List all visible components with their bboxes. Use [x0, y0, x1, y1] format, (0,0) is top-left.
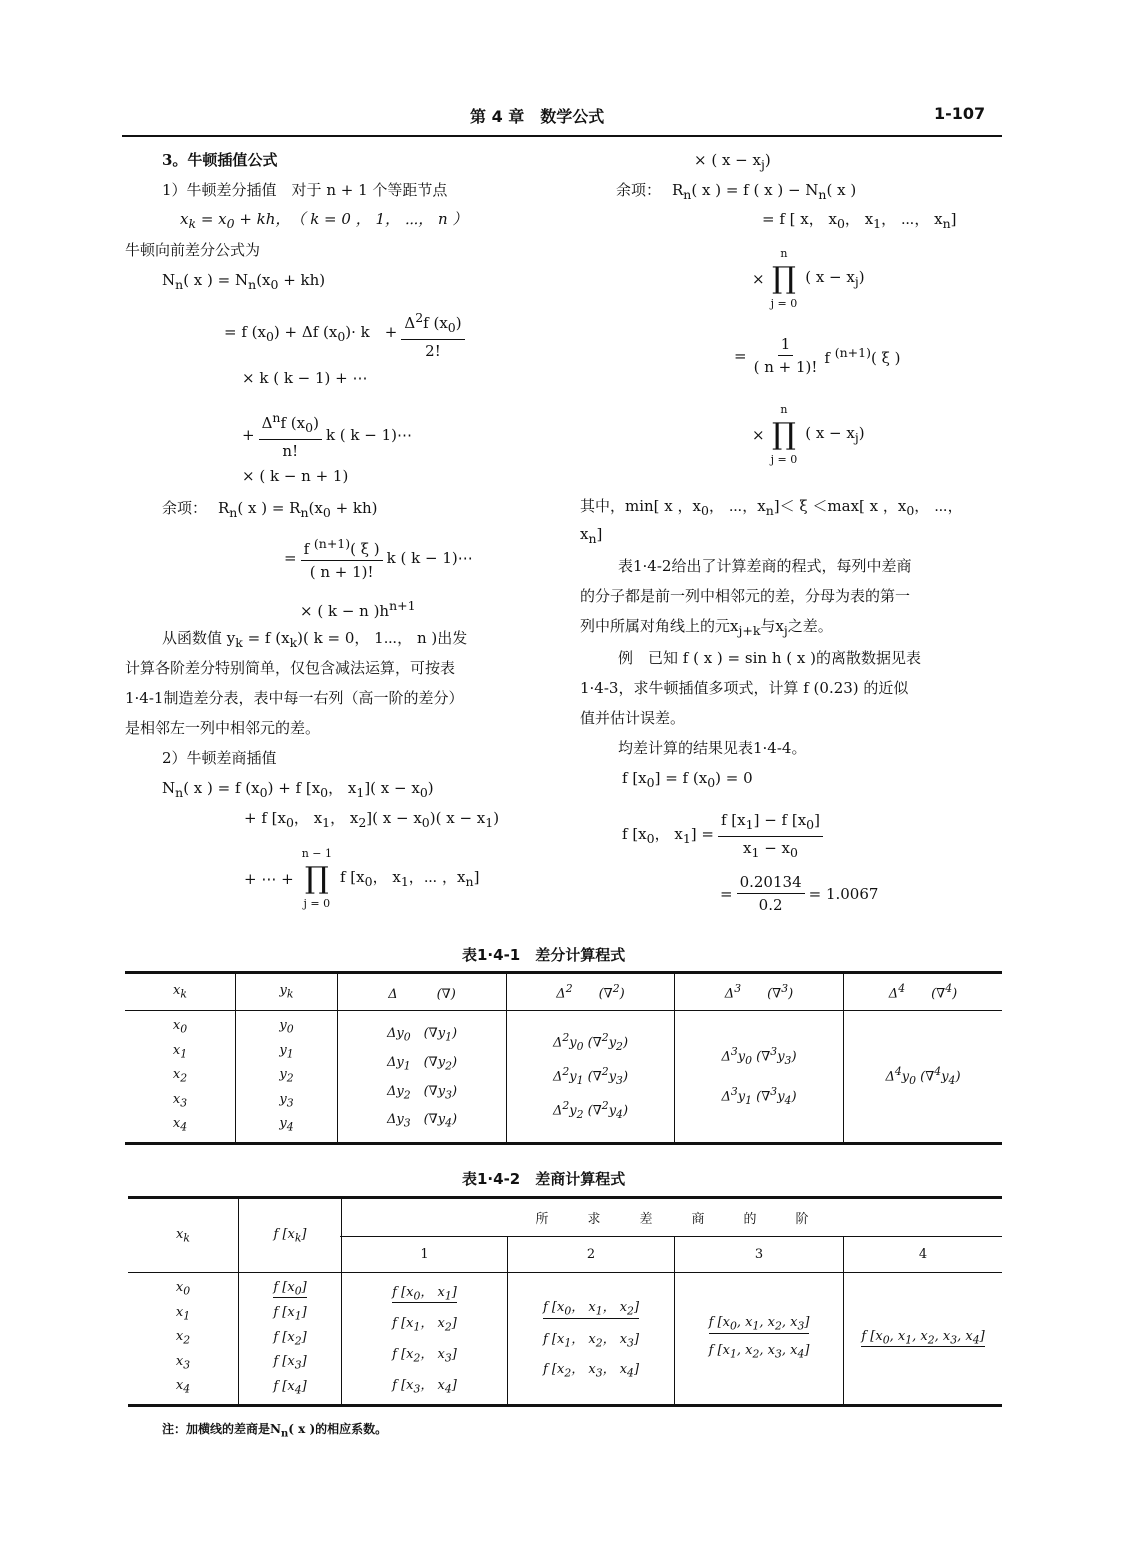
remainder-label: 余项： — [162, 499, 208, 517]
remainder-equation: $R_n$( x ) = $R_n(x_0 + kh)$ — [218, 499, 378, 520]
equals-sign: = — [720, 884, 733, 903]
fraction-numerator: 1 — [778, 334, 794, 356]
cell: f [$x_2$， $x_3$] — [392, 1347, 457, 1365]
divided-difference-table — [128, 1199, 1002, 1404]
fraction-numerator: 0.20134 — [737, 872, 805, 894]
paragraph-1-line-2: 计算各阶差分特别简单，仅包含减法运算，可按表 — [125, 659, 456, 677]
table-1-bottom-rule — [125, 1142, 1002, 1145]
cell: $x_1$ — [172, 1042, 188, 1061]
plus-sign: + — [242, 425, 255, 444]
header-order-4: 4 — [918, 1246, 928, 1262]
cell: $\Delta^2y_2$ $(\nabla^2y_4)$ — [552, 1098, 629, 1121]
paragraph-1-line-3: 1·4-1制造差分表，表中每一右列（高一阶的差分） — [125, 689, 464, 707]
cell: f $[x_3]$ — [273, 1354, 307, 1372]
derivative-term: f $^{(n+1)}$( ξ ) — [824, 345, 901, 367]
fraction-factorial — [751, 334, 821, 377]
product-lower-limit: j = 0 — [303, 897, 331, 910]
cell: $\Delta^2y_0$ $(\nabla^2y_2)$ — [552, 1031, 629, 1054]
equals-sign: = — [734, 346, 747, 365]
f-x0-value: f $[x_0] = f$ $(x_0) = 0$ — [622, 769, 753, 790]
cell: f [$x_2$， $x_3$， $x_4$] — [542, 1362, 640, 1380]
table-note: 注：加横线的差商是$N_n$( x )的相应系数。 — [162, 1422, 388, 1440]
section-3-heading: 3。牛顿插值公式 — [162, 151, 278, 169]
result-value: = 1.0067 — [808, 884, 879, 903]
column-yk — [236, 1010, 338, 1142]
product-symbol: ∏ — [771, 417, 796, 452]
divided-diff-tail: f [$x_0$， $x_1$，⋯ ，$x_n$] — [339, 867, 480, 889]
column-order-1 — [342, 1272, 508, 1404]
paragraph-1-line-4: 是相邻左一列中相邻元的差。 — [125, 719, 321, 737]
divided-diff-line-1: $N_n$( x ) = f $(x_0) + f$ [$x_0$， $x_1$]( $x - x_0$) — [162, 779, 434, 800]
product-operator — [302, 844, 332, 914]
table-header-row — [125, 974, 1002, 1010]
header-delta2: $\Delta^2$ (∇$^2$) — [507, 974, 675, 1010]
right-product-2: × n ∏ j = 0 ( $x - x_j$) — [752, 400, 865, 470]
cell-coefficient: f [$x_0$, $x_1$, $x_2$, $x_3$] — [708, 1315, 810, 1333]
cell: f [$x_1$， $x_2$] — [392, 1316, 457, 1334]
cell: $y_1$ — [279, 1042, 294, 1061]
f-x0-x1-definition — [622, 810, 827, 863]
paragraph-2-line-2: 的分子都是前一列中相邻元的差，分母为表的第一 — [580, 587, 911, 605]
forward-formula-line-1 — [224, 308, 469, 361]
forward-term-1: = f $(x_0) + \Delta f$ $(x_0)\cdot k$ + — [224, 323, 398, 344]
example-line-1: 例 已知 f ( x ) = sin h ( x )的离散数据见表 — [618, 649, 921, 667]
forward-difference-label: 牛顿向前差分公式为 — [125, 241, 261, 259]
paragraph-2-line-3: 列中所属对角线上的元$x_{j+k}$与$x_j$之差。 — [580, 617, 833, 638]
product-operator — [771, 244, 798, 314]
column-order-3 — [675, 1272, 844, 1404]
cell: f [$x_3$， $x_4$] — [392, 1377, 457, 1396]
plus-ellipsis: + ⋯ + — [244, 870, 294, 888]
fraction-delta2 — [401, 308, 464, 361]
cell-coefficient: f [$x_0$, $x_1$, $x_2$, $x_3$, $x_4$] — [861, 1328, 985, 1347]
header-order-1: 1 — [342, 1236, 508, 1272]
product-lower-limit: j = 0 — [770, 453, 798, 466]
cell: $\Delta^4y_0$ $(\nabla^4y_4)$ — [885, 1065, 961, 1087]
product-tail: ( $x - x_j$) — [805, 267, 865, 289]
cell: $\Delta y_0$ $(\nabla y_1)$ — [386, 1026, 458, 1044]
fraction-denominator: 2! — [425, 342, 441, 360]
cell-coefficient: f [$x_0$， $x_1$， $x_2$] — [543, 1296, 639, 1319]
right-remainder-b: = f [ x， $x_0$， $x_1$， ⋯， $x_n$] — [762, 210, 957, 231]
product-symbol: ∏ — [304, 861, 329, 896]
divided-diff-line-2: + f [$x_0$， $x_1$， $x_2$]( $x - x_0$)( $x - x_1$) — [244, 809, 500, 830]
table-header-row — [128, 1199, 1002, 1236]
cell: $y_0$ — [279, 1018, 294, 1036]
cell: $\Delta^3y_1$ $(\nabla^3y_4)$ — [721, 1085, 797, 1107]
right-product-1: × n ∏ j = 0 ( $x - x_j$) — [752, 244, 865, 314]
column-xk — [128, 1272, 239, 1404]
example-line-3: 值并估计误差。 — [580, 709, 686, 727]
f-x0-x1-value — [720, 872, 878, 915]
column-order-2 — [508, 1272, 675, 1404]
right-remainder-label: 余项： — [616, 181, 662, 199]
forward-tail: k ( k − 1)⋯ — [325, 425, 413, 444]
equals-sign: = — [284, 549, 297, 567]
divided-diff-line-3 — [244, 844, 479, 914]
right-continuation: × ( $x - x_j$) — [694, 151, 771, 172]
header-delta3: $\Delta^3$ (∇$^3$) — [675, 974, 844, 1010]
cell: $x_4$ — [175, 1378, 191, 1396]
remainder-line-2 — [284, 534, 473, 582]
header-delta4: $\Delta^4$ (∇$^4$) — [888, 982, 958, 1002]
cell-coefficient: f [$x_0$， $x_1$] — [392, 1281, 457, 1304]
right-remainder-a: $R_n$( x ) = f ( x ) − $N_n$( x ) — [672, 181, 857, 202]
newton-poly-definition: $N_n$( x ) = $N_n(x_0 + kh)$ — [162, 271, 326, 292]
cell: $x_1$ — [175, 1304, 191, 1323]
cell: $y_2$ — [279, 1067, 294, 1085]
cell: $x_4$ — [172, 1116, 188, 1134]
cell: f $[x_2]$ — [273, 1329, 307, 1348]
product-upper-limit: n — [780, 247, 788, 260]
fraction-denominator: ( n + 1)! — [753, 358, 818, 376]
header-fxk: f $[x_k]$ — [239, 1199, 342, 1272]
cell: f [$x_1$, $x_2$, $x_3$, $x_4$] — [708, 1343, 810, 1361]
product-operator — [771, 400, 798, 470]
equidistant-nodes: $x_k = x_0$ + kh， （ k = 0 ， 1， ⋯， n ） — [180, 210, 468, 231]
forward-formula-line-3 — [242, 408, 412, 461]
fraction-denominator: 0.2 — [758, 896, 783, 914]
example-result-intro: 均差计算的结果见表1·4-4。 — [618, 739, 807, 757]
cell: $x_0$ — [175, 1280, 191, 1298]
fraction-denominator: n! — [282, 442, 299, 460]
column-xk — [125, 1010, 236, 1142]
fraction-numeric — [737, 872, 805, 915]
product-tail: ( $x - x_j$) — [805, 423, 865, 445]
fraction-numerator: f $^{(n+1)}$( ξ ) — [301, 534, 383, 561]
fraction-numerator: $\Delta^nf$ $(x_0)$ — [259, 408, 322, 440]
forward-formula-line-4: × ( k − n + 1) — [242, 467, 349, 485]
cell: f [$x_1$， $x_2$， $x_3$] — [542, 1331, 640, 1350]
header-yk: $y_k$ — [236, 974, 338, 1010]
product-upper-limit: n — [780, 403, 788, 416]
table-body-row — [125, 1010, 1002, 1142]
paragraph-2-line-1: 表1·4-2给出了计算差商的程式，每列中差商 — [618, 557, 912, 575]
where-clause-line-2: $x_n$] — [580, 525, 603, 546]
header-xk: $x_k$ — [128, 1199, 239, 1272]
table-1-caption: 表1·4-1 差分计算程式 — [462, 946, 626, 964]
cell: f $[x_1]$ — [273, 1305, 307, 1323]
remainder-line-3: × ( k − n )$h^{n+1}$ — [300, 598, 416, 620]
fraction-denominator: $x_1 - x_0$ — [743, 839, 798, 860]
column-delta1 — [338, 1010, 507, 1142]
f-x0-x1-lhs: f [$x_0$， $x_1$] = — [622, 825, 714, 846]
header-order-2: 2 — [508, 1236, 675, 1272]
page-number: 1-107 — [934, 104, 986, 123]
forward-formula-line-2: × k ( k − 1) + ⋯ — [242, 369, 368, 387]
cell: $y_4$ — [279, 1116, 294, 1134]
column-delta3 — [675, 1010, 844, 1142]
cell: $x_2$ — [175, 1329, 191, 1347]
header-order-group: 所 求 差 商 的 阶 — [535, 1212, 809, 1227]
cell: $x_2$ — [172, 1067, 188, 1085]
fraction-remainder — [301, 534, 383, 582]
cell-coefficient: f $[x_0]$ — [273, 1279, 307, 1298]
paragraph-1-line-1: 从函数值 $y_k = f$ $(x_k)$( k = 0， 1⋯， n )出发 — [162, 629, 468, 650]
header-xk: $x_k$ — [125, 974, 236, 1010]
table-body-row — [128, 1272, 1002, 1404]
cell: $y_3$ — [279, 1091, 294, 1110]
remainder-tail: k ( k − 1)⋯ — [386, 549, 473, 567]
cell: $\Delta y_2$ $(\nabla y_3)$ — [386, 1083, 458, 1102]
subsection-1-heading: 1）牛顿差分插值 对于 n + 1 个等距节点 — [162, 181, 448, 199]
chapter-title: 第 4 章 数学公式 — [470, 107, 605, 126]
product-lower-limit: j = 0 — [770, 297, 798, 310]
product-symbol: ∏ — [771, 261, 796, 296]
header-delta1: Δ (∇) — [338, 974, 507, 1010]
column-order-4 — [844, 1272, 1003, 1404]
cell: $\Delta y_3$ $(\nabla y_4)$ — [386, 1112, 458, 1130]
fraction-divided-diff — [718, 810, 823, 863]
fraction-numerator: $\Delta^2f$ $(x_0)$ — [401, 308, 464, 340]
table-2-bottom-rule — [128, 1404, 1002, 1407]
column-delta2 — [507, 1010, 675, 1142]
right-remainder-c — [734, 334, 900, 377]
table-2-caption: 表1·4-2 差商计算程式 — [462, 1170, 626, 1188]
column-delta4 — [844, 1010, 1003, 1142]
cell: $x_3$ — [172, 1091, 188, 1110]
cell: $x_3$ — [175, 1353, 191, 1372]
column-fxk — [239, 1272, 342, 1404]
cell: $\Delta^3y_0$ $(\nabla^3y_3)$ — [721, 1045, 797, 1067]
example-line-2: 1·4-3，求牛顿插值多项式，计算 f (0.23) 的近似 — [580, 679, 909, 697]
product-upper-limit: n − 1 — [301, 847, 332, 860]
fraction-numerator: f $[x_1] - f$ $[x_0]$ — [718, 810, 823, 837]
header-order-3: 3 — [675, 1236, 844, 1272]
cell: $\Delta y_1$ $(\nabla y_2)$ — [386, 1054, 458, 1073]
cell: f $[x_4]$ — [273, 1378, 307, 1397]
fraction-denominator: ( n + 1)! — [309, 563, 374, 581]
fraction-deltan — [259, 408, 322, 461]
header-rule — [122, 135, 1002, 137]
cell: $x_0$ — [172, 1018, 188, 1036]
where-clause-line-1: 其中，min[ x ，$x_0$， ⋯，$x_n]< \xi <\max$[ x ，$x_0$， ⋯， — [580, 497, 963, 518]
subsection-2-heading: 2）牛顿差商插值 — [162, 749, 277, 767]
cell: $\Delta^2y_1$ $(\nabla^2y_3)$ — [552, 1065, 629, 1087]
difference-table — [125, 974, 1002, 1142]
